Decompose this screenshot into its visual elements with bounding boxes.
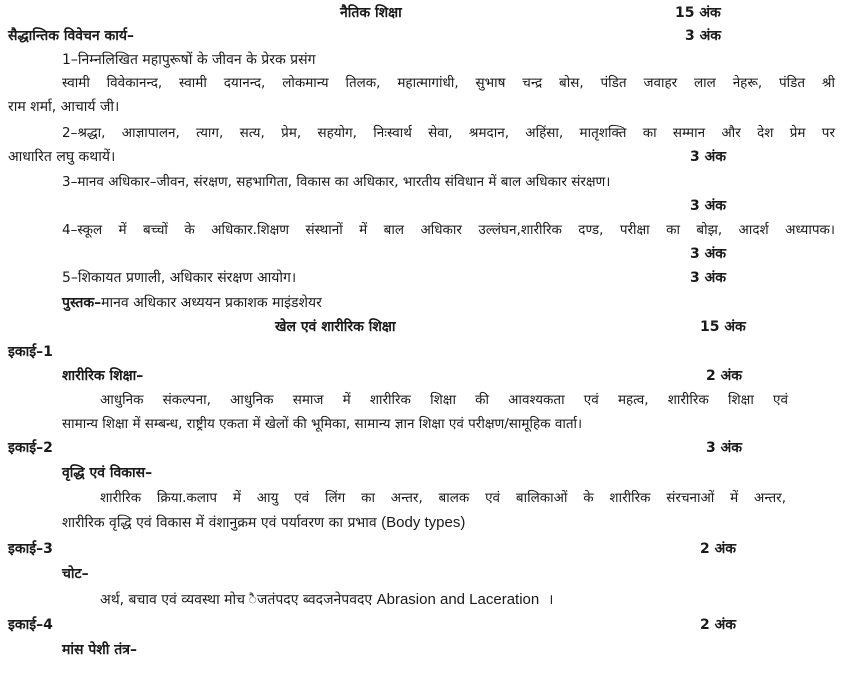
book-line xyxy=(62,294,322,312)
moral-title-marks: 15 अंक xyxy=(675,5,721,21)
item1-title: 1–निम्नलिखित महापुरूषों के जीवन के प्रेरक प्रसंग xyxy=(62,52,316,68)
book-text: मानव अधिकार अध्ययन प्रकाशक माइंडशेयर xyxy=(101,295,322,311)
unit2-body-types: (Body types) xyxy=(381,514,466,531)
unit1-heading: शारीरिक शिक्षा– xyxy=(62,368,144,384)
unit3-line1: अर्थ, बचाव एवं व्यवस्था मोच ैजतंपदए ब्वदजनेपवदए xyxy=(100,592,373,608)
item2-line1: 2–श्रद्धा, आज्ञापालन, त्याग, सत्य, प्रेम, सहयोग, निःस्वार्थ सेवा, श्रमदान, अहिंसा, मातृशक्ति का सम्मान और देश प्रेम पर xyxy=(62,125,835,141)
unit3-label: इकाई–3 xyxy=(8,541,53,557)
item4-marks: 3 अंक xyxy=(690,246,727,262)
unit2-line2-row xyxy=(62,514,465,532)
unit2-marks: 3 अंक xyxy=(706,440,743,456)
unit3-marks: 2 अंक xyxy=(700,541,737,557)
unit4-marks: 2 अंक xyxy=(700,617,737,633)
item4-line: 4–स्कूल में बच्चों के अधिकार.शिक्षण संस्थानों में बाल अधिकार उल्लंघन,शारीरिक दण्ड, परीक्षा का बोझ, आदर्श अध्यापक। xyxy=(62,222,835,238)
unit1-line1: आधुनिक संकल्पना, आधुनिक समाज में शारीरिक शिक्षा की आवश्यकता एवं महत्व, शारीरिक शिक्षा एवं xyxy=(100,392,789,408)
item2-line2: आधारित लघु कथायें। xyxy=(8,149,116,165)
sports-title-marks: 15 अंक xyxy=(700,319,746,335)
moral-title: नैतिक शिक्षा xyxy=(340,5,402,21)
item1-line1: स्वामी विवेकानन्द, स्वामी दयानन्द, लोकमान्य तिलक, महात्मागांधी, सुभाष चन्द्र बोस, पंडित जवाहर लाल नेहरू, पंडित श्री xyxy=(62,75,835,91)
unit2-line1: शारीरिक क्रिया.कलाप में आयु एवं लिंग का अन्तर, बालक एवं बालिकाओं के शारीरिक संरचनाओं में अन्तर, xyxy=(100,490,786,506)
theory-heading: सैद्धान्तिक विवेचन कार्य– xyxy=(8,28,135,44)
unit4-heading: मांस पेशी तंत्र– xyxy=(62,642,138,658)
item3-line: 3–मानव अधिकार–जीवन, संरक्षण, सहभागिता, विकास का अधिकार, भारतीय संविधान में बाल अधिकार संरक्षण। xyxy=(62,174,611,190)
unit3-line1-row xyxy=(100,591,553,609)
item5-line: 5–शिकायत प्रणाली, अधिकार संरक्षण आयोग। xyxy=(62,270,297,286)
unit2-label: इकाई–2 xyxy=(8,440,53,456)
unit3-abrasion: Abrasion and Laceration xyxy=(376,591,540,608)
unit1-label: इकाई–1 xyxy=(8,344,53,360)
unit1-marks: 2 अंक xyxy=(706,368,743,384)
book-label: पुस्तक– xyxy=(62,295,102,311)
theory-marks: 3 अंक xyxy=(685,28,722,44)
unit4-label: इकाई–4 xyxy=(8,617,53,633)
item2-marks: 3 अंक xyxy=(690,149,727,165)
item5-marks: 3 अंक xyxy=(690,270,727,286)
unit3-heading: चोट– xyxy=(62,566,89,582)
item3-marks: 3 अंक xyxy=(690,198,727,214)
item1-line2: राम शर्मा, आचार्य जी। xyxy=(8,99,120,115)
unit1-line2: सामान्य शिक्षा में सम्बन्ध, राष्ट्रीय एकता में खेलों की भूमिका, सामान्य ज्ञान शिक्षा एवं परीक्षण/सामूहिक वार्ता। xyxy=(62,416,583,432)
sports-title: खेल एवं शारीरिक शिक्षा xyxy=(275,319,396,335)
unit2-line2: शारीरिक वृद्धि एवं विकास में वंशानुक्रम एवं पर्यावरण का प्रभाव xyxy=(62,515,377,531)
unit2-heading: वृद्धि एवं विकास– xyxy=(62,465,153,481)
unit3-line1-end: । xyxy=(548,592,554,608)
